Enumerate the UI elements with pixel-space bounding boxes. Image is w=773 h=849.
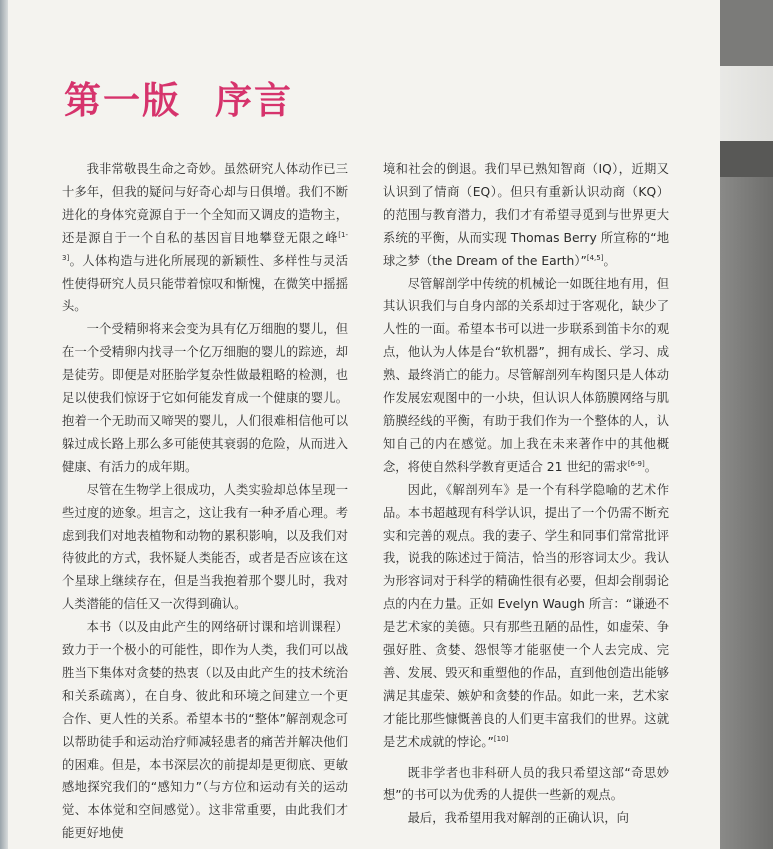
citation-ref: [4,5] (586, 253, 604, 262)
paragraph: 我非常敬畏生命之奇妙。虽然研究人体动作已三十多年，但我的疑问与好奇心却与日俱增。我们不断进化的身体究竟源自于一个全知而又调皮的造物主，还是源自于一个自私的基因盲目地攀登无限之峰[1-3]。人体构造与进化所展现的新颖性、多样性与灵活性使得研究人员只能带着惊叹和惭愧，在微笑中摇摇头。 (62, 162, 348, 314)
paragraph: 既非学者也非科研人员的我只希望这部“奇思妙想”的书可以为优秀的人提供一些新的观点。 (383, 765, 669, 803)
chapter-tab-side (720, 141, 773, 849)
chapter-tab-side-head (720, 141, 773, 177)
paragraph: 尽管解剖学中传统的机械论一如既往地有用，但其认识我们与自身内部的关系却过于客观化，缺少了人性的一面。希望本书可以进一步联系到笛卡尔的观点，他认为人体是台“软机器”，拥有成长、学习、成熟、最终消亡的能力。尽管解剖列车构图只是人体动作发展宏观图中的一小块，但认识人体筋膜网络与肌筋膜经线的平衡，有助于我们作为一个整体的人，认知自己的内在感觉。加上我在未来著作中的其他概念，将使自然科学教育更适合 21 世纪的需求[6-9]。 (383, 276, 669, 474)
citation-ref: [1-3] (62, 230, 348, 262)
paragraph: 因此，《解剖列车》是一个有科学隐喻的艺术作品。本书超越现有科学认识，提出了一个仍需不断充实和完善的观点。我的妻子、学生和同事们常常批评我，说我的陈述过于简洁，恰当的形容词太少。我认为形容词对于科学的精确性很有必要，但却会削弱论点的内在力量。正如 Evelyn Waugh 所言：“谦逊不是艺术家的美德。只有那些丑陋的品性，如虚荣、争强好胜、贪婪、怨恨等才能驱使一个人去完成、完善、发展、毁灭和重塑他的作品，直到他创造出能够满足其虚荣、嫉妒和贪婪的作品。如此一来，艺术家才能比那些慷慨善良的人们更丰富我们的世界。这就是艺术成就的悖论。”[10] (383, 482, 669, 749)
chapter-tab-top (720, 0, 773, 66)
right-column (383, 158, 669, 830)
title-part1: 第一版 (64, 79, 181, 122)
paragraph: 最后，我希望用我对解剖的正确认识，向 (407, 811, 629, 826)
paragraph: 本书（以及由此产生的网络研讨课和培训课程）致力于一个极小的可能性，即作为人类，我们可以战胜当下集体对贪婪的热衷（以及由此产生的技术统治和关系疏离），在自身、彼此和环境之间建立一个更合作、更人性的关系。希望本书的“整体”解剖观念可以帮助徒手和运动治疗师减轻患者的痛苦并解决他们的困难。但是，本书深层次的前提却是更彻底、更敏感地探究我们的“感知力”（与方位和运动有关的运动觉、本体觉和空间感觉）。这非常重要，由此我们才能更好地使 (62, 620, 348, 841)
left-column (62, 158, 348, 845)
paragraph: 一个受精卵将来会变为具有亿万细胞的婴儿，但在一个受精卵内找寻一个亿万细胞的婴儿的踪迹，却是徒劳。即便是对胚胎学复杂性做最粗略的检测，也足以使我们惊讶于它如何能发育成一个健康的婴儿。抱着一个无助而又啼哭的婴儿，人们很难相信他可以躲过成长路上那么多可能使其衰弱的危险，从而进入健康、有活力的成年期。 (62, 322, 348, 474)
citation-ref: [10] (493, 734, 509, 743)
page-title (64, 70, 293, 124)
paragraph: 尽管在生物学上很成功，人类实验却总体呈现一些过度的迹象。坦言之，这让我有一种矛盾心理。考虑到我们对地表植物和动物的累积影响，以及我们对待彼此的方式，我怀疑人类能否，或者是否应该在这个星球上继续存在，但是当我抱着那个婴儿时，我对人类潜能的信任又一次得到确认。 (62, 482, 348, 612)
paragraph-continued: 境和社会的倒退。我们早已熟知智商（IQ），近期又认识到了情商（EQ）。但只有重新认识动商（KQ）的范围与教育潜力，我们才有希望寻觅到与世界更大系统的平衡，从而实现 Thomas Berry 所宣称的“地球之梦（the Dream of the Earth）”[4,5]。 (383, 162, 669, 268)
page-left-edge (0, 0, 8, 849)
title-part2: 序言 (215, 79, 293, 122)
citation-ref: [6-9] (627, 459, 645, 468)
